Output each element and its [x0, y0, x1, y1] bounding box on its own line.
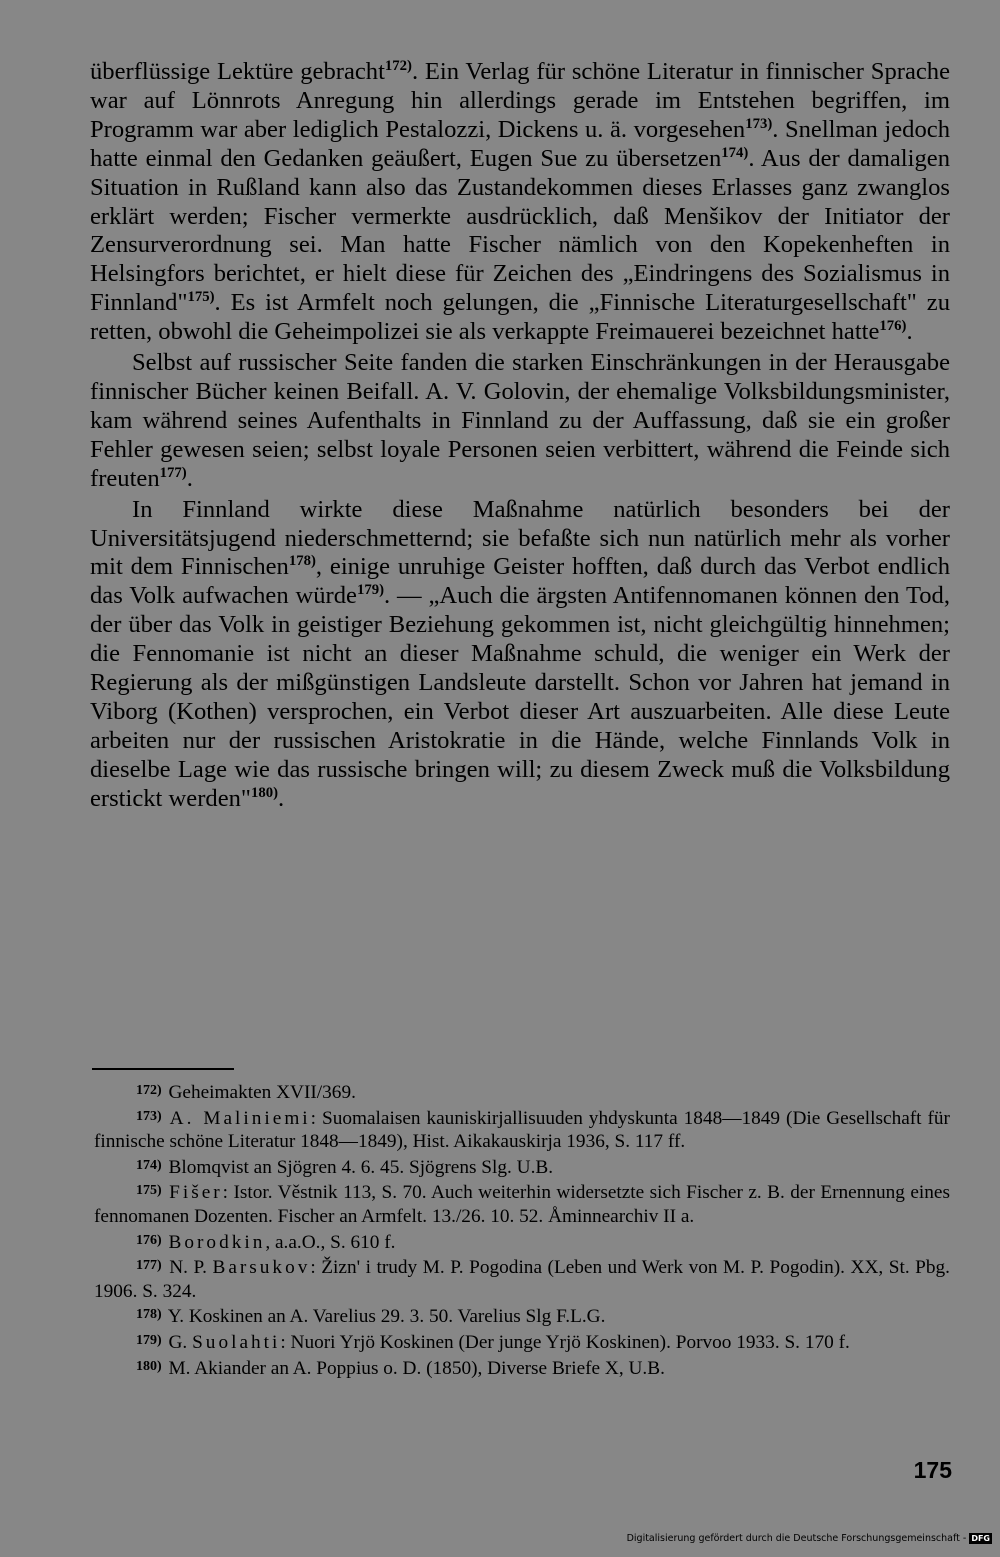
- author-name: Suolahti: [192, 1331, 281, 1353]
- text-run: . Aus der damaligen Situation in Rußland kann also das Zustandekommen dieses Erlasses ganz zwanglos erklärt werden; Fischer vermerkte ausdrücklich, daß Menšikov der Initiator der Zensurverordnung sei. Man hatte Fischer nämlich von den Kopekenheften in Helsingfors berichtet, er hielt diese für Zeichen des „Eindringens des Sozialismus in Finnland": [90, 144, 950, 317]
- author-name: Borodkin: [168, 1231, 266, 1253]
- footnote: [94, 1105, 950, 1154]
- author-name: Barsukov: [212, 1257, 311, 1279]
- footnote: [94, 1303, 950, 1329]
- text-run: .: [186, 464, 193, 492]
- text-run: . — „Auch die ärgsten Antifennomanen können den Tod, der über das Volk in geistiger Beziehung gekommen ist, nicht gleichgültig hinnehmen; die Fennomanie ist nicht an dieser Maßnahme schuld, die weniger ein Werk der Regierung als der mißgünstigen Landsleute darstellt. Schon vor Jahren hat jemand in Viborg (Kothen) versprochen, ein Verbot dieser Art auszuarbeiten. Alle diese Leute arbeiten nur der russischen Aristokratie in die Hände, welche Finnlands Volk in dieselbe Lage wie das russische bringen will; zu diesem Zweck muß die Volksbildung erstickt werden": [90, 582, 950, 812]
- footnote-mark: 179): [136, 1332, 162, 1348]
- credit-text: Digitalisierung gefördert durch die Deutsche Forschungsgemeinschaft -: [626, 1533, 967, 1544]
- footnote-text: : Istor. Věstnik 113, S. 70. Auch weiterhin widersetzte sich Fischer z. B. der Ernennung eines fennomanen Dozenten. Fischer an Armfelt. 13./26. 10. 52. Åminnearchiv II a.: [94, 1182, 950, 1227]
- footnote-mark: 176): [136, 1232, 162, 1248]
- footnote-text: G.: [168, 1331, 193, 1353]
- footnote-ref: 172): [384, 57, 412, 74]
- footnote-text: M. Akiander an A. Poppius o. D. (1850), Diverse Briefe X, U.B.: [168, 1357, 665, 1379]
- footnote-mark: 180): [136, 1358, 162, 1374]
- text-run: Selbst auf russischer Seite fanden die starken Einschränkungen in der Herausgabe finnischer Bücher keinen Beifall. A. V. Golovin, der ehemalige Volksbildungsminister, kam während seines Aufenthalts in Finnland zu der Auffassung, daß sie ein großer Fehler gewesen seien; selbst loyale Personen seien verbittert, während die Feinde sich freuten: [90, 349, 950, 492]
- footnote-mark: 173): [136, 1108, 162, 1124]
- text-run: .: [906, 318, 913, 346]
- footnote: [94, 1079, 950, 1105]
- footnote-mark: 174): [136, 1157, 162, 1173]
- author-name: Fišer: [169, 1182, 223, 1204]
- text-run: .: [278, 784, 285, 812]
- dfg-logo: DFG: [971, 1534, 990, 1543]
- author-name: A. Maliniemi: [169, 1107, 311, 1129]
- footnote-text: : Žizn' i trudy M. P. Pogodina (Leben und Werk von M. P. Pogodin). XX, St. Pbg. 1906. S. 324.: [94, 1257, 951, 1302]
- footnote-text: : Suomalaisen kauniskirjallisuuden yhdyskunta 1848—1849 (Die Gesellschaft für finnische schöne Literatur 1848—1849), Hist. Aikakauskirja 1936, S. 117 ff.: [94, 1107, 950, 1153]
- footnote: [94, 1229, 950, 1255]
- footnote-ref: 176): [879, 317, 907, 334]
- footnote-ref: 173): [745, 115, 773, 132]
- footnote-ref: 180): [250, 784, 278, 801]
- footnote-text: : Nuori Yrjö Koskinen (Der junge Yrjö Koskinen). Porvoo 1933. S. 170 f.: [280, 1331, 850, 1353]
- footnote-mark: 178): [136, 1307, 162, 1323]
- footnote-ref: 178): [288, 553, 316, 570]
- footnote-text: Geheimakten XVII/369.: [168, 1082, 356, 1103]
- footnote-ref: 177): [159, 464, 187, 481]
- paragraph: [90, 349, 950, 494]
- footnote-ref: 175): [187, 289, 215, 306]
- footnote-text: , a.a.O., S. 610 f.: [265, 1231, 396, 1253]
- text-run: . Snellman jedoch hatte einmal den Gedanken geäußert, Eugen Sue zu übersetzen: [90, 115, 950, 172]
- text-run: überflüssige Lektüre gebracht: [90, 58, 385, 85]
- paragraph: [90, 58, 950, 347]
- footnote-text: Y. Koskinen an A. Varelius 29. 3. 50. Varelius Slg F.L.G.: [167, 1306, 606, 1328]
- paragraph: [90, 496, 950, 814]
- footnote: [94, 1254, 950, 1303]
- footnote-mark: 172): [136, 1083, 162, 1098]
- footnote-ref: 179): [356, 582, 384, 599]
- footnote: [94, 1154, 950, 1180]
- page-number: 175: [913, 1457, 952, 1483]
- footnotes: [94, 1079, 950, 1380]
- footnote-mark: 175): [136, 1183, 162, 1199]
- footnote-text: N. P.: [169, 1257, 213, 1279]
- text-run: , einige unruhige Geister hofften, daß durch das Verbot endlich das Volk aufwachen würde: [90, 553, 951, 610]
- main-text: [90, 58, 950, 814]
- footnote: [94, 1179, 950, 1228]
- footnote: [94, 1355, 950, 1381]
- footnote: [94, 1329, 950, 1355]
- text-run: . Es ist Armfelt noch gelungen, die „Finnische Literaturgesellschaft" zu retten, obwohl die Geheimpolizei sie als verkappte Freimauerei bezeichnet hatte: [90, 289, 950, 346]
- text-run: . Ein Verlag für schöne Literatur in finnischer Sprache war auf Lönnrots Anregung hin allerdings gerade im Entstehen begriffen, im Programm war aber lediglich Pestalozzi, Dickens u. ä. vorgesehen: [90, 58, 950, 143]
- footnote-mark: 177): [136, 1258, 162, 1274]
- footnote-separator: [92, 1068, 234, 1070]
- text-run: In Finnland wirkte diese Maßnahme natürlich besonders bei der Universitätsjugend niederschmetternd; sie befaßte sich nun natürlich mehr als vorher mit dem Finnischen: [90, 495, 950, 581]
- footnote-ref: 174): [721, 144, 749, 161]
- footnote-text: Blomqvist an Sjögren 4. 6. 45. Sjögrens Slg. U.B.: [168, 1156, 554, 1178]
- digitization-credit: [627, 1533, 992, 1544]
